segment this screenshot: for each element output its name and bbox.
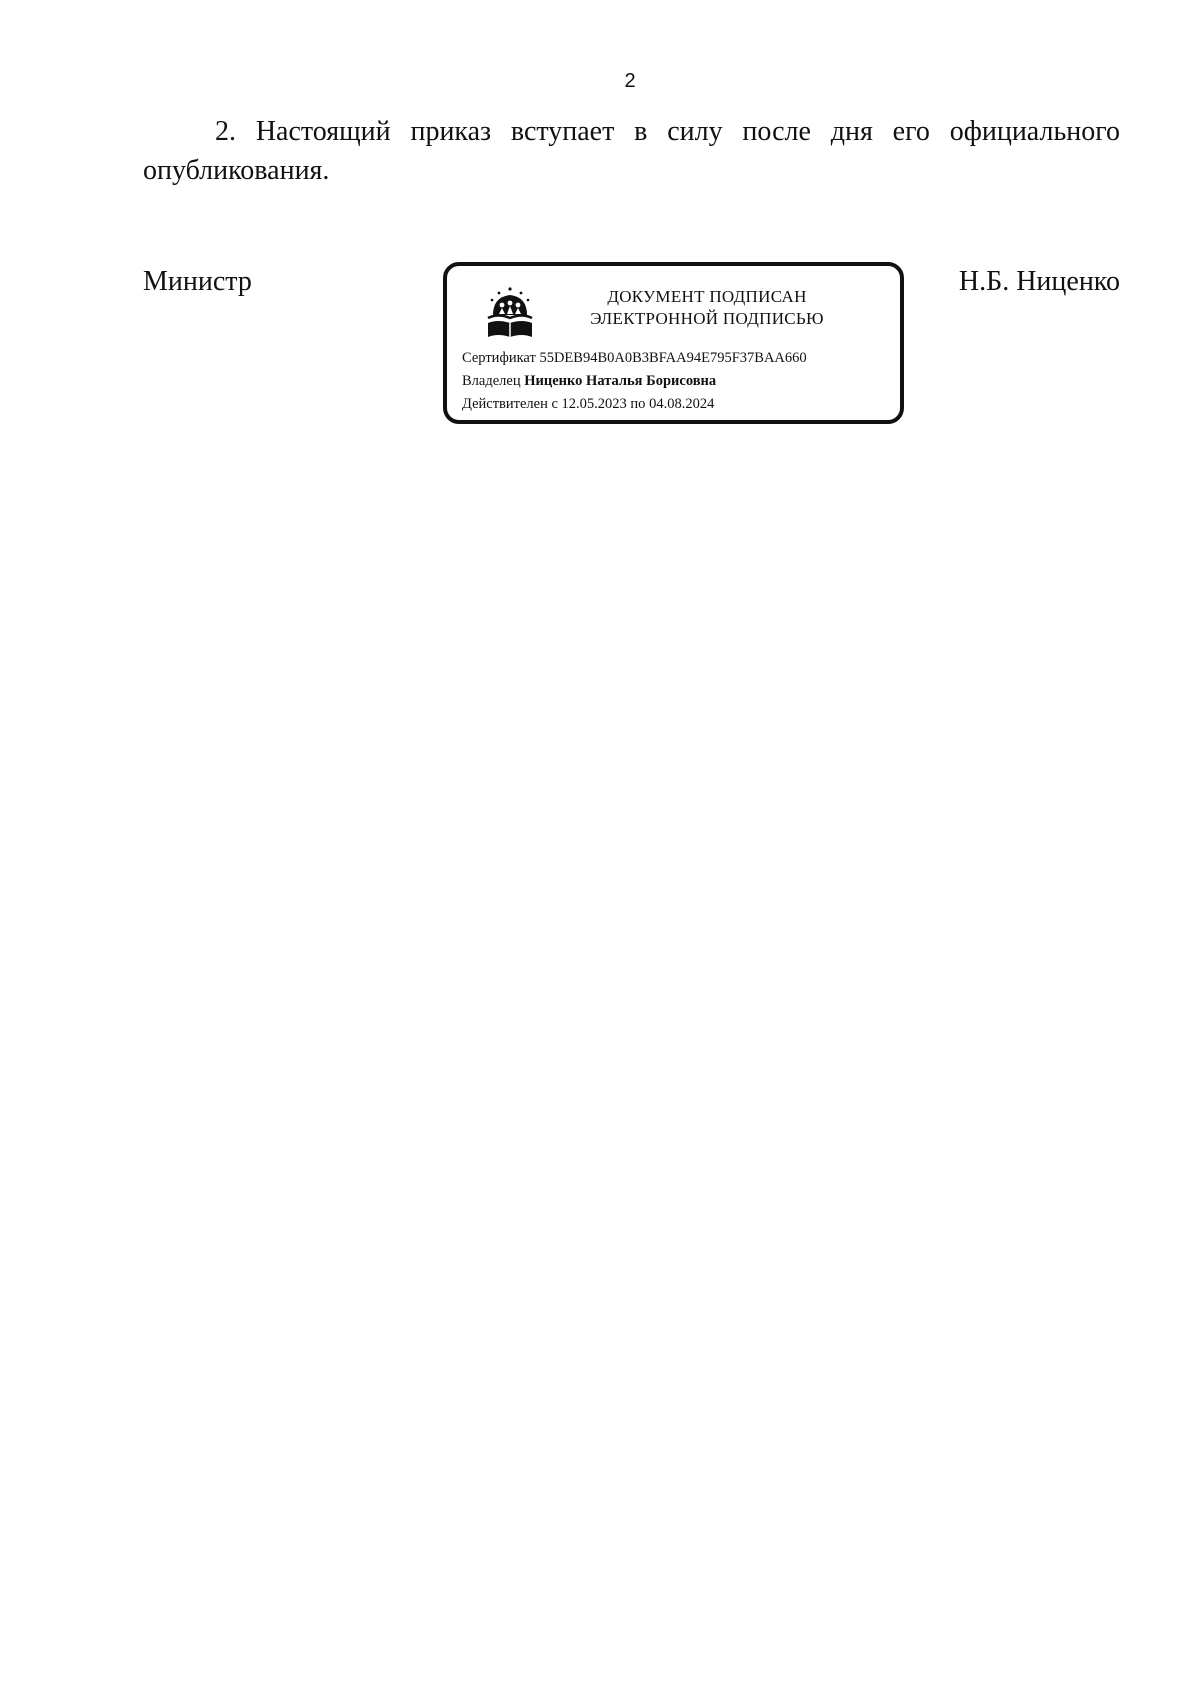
paragraph-line-1: 2. Настоящий приказ вступает в силу после дня его официального	[215, 116, 1120, 147]
certificate-value: 55DEB94B0A0B3BFAA94E795F37BAA660	[539, 350, 807, 366]
signature-block	[143, 262, 1120, 432]
stamp-heading	[547, 286, 867, 330]
paragraph-line-2: опубликования.	[143, 155, 330, 186]
valid-label: Действителен с	[462, 396, 558, 412]
owner-label: Владелец	[462, 373, 521, 389]
valid-to-label: по	[630, 396, 646, 412]
stamp-owner-line	[462, 371, 716, 391]
stamp-certificate-line	[462, 348, 807, 368]
order-paragraph	[143, 112, 1120, 190]
regional-emblem-icon	[485, 285, 535, 341]
valid-to: 04.08.2024	[649, 396, 715, 412]
certificate-label: Сертификат	[462, 350, 536, 366]
signer-name: Н.Б. Ниценко	[958, 266, 1120, 297]
owner-value: Ниценко Наталья Борисовна	[524, 373, 717, 389]
stamp-heading-line-2: ЭЛЕКТРОННОЙ ПОДПИСЬЮ	[590, 309, 824, 328]
signer-position: Министр	[143, 266, 252, 297]
stamp-heading-line-1: ДОКУМЕНТ ПОДПИСАН	[607, 287, 807, 306]
electronic-signature-stamp	[443, 262, 904, 424]
page-number: 2	[624, 70, 636, 92]
valid-from: 12.05.2023	[561, 396, 627, 412]
stamp-validity-line	[462, 394, 714, 414]
